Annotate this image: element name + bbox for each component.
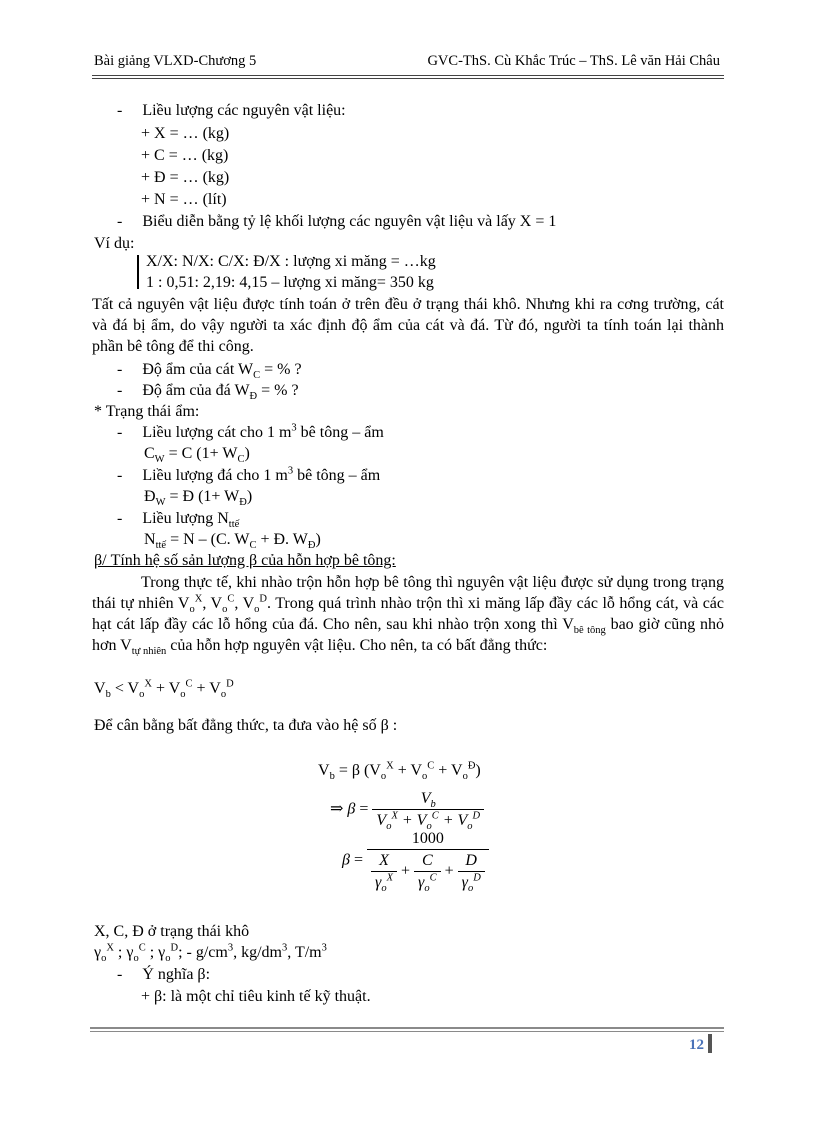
dosage-c: + C = … (kg) bbox=[141, 147, 229, 164]
formula-water: $N_{ttế} = N - (C$. $W_C$ + Đ. $W_Đ$) bbox=[144, 531, 321, 552]
list-item: - Liều lượng đá cho 1 $m^3$ bê tông – ẩm bbox=[117, 465, 381, 484]
wet-heading: * Trạng thái ẩm: bbox=[94, 403, 200, 420]
header-authors: GVC-ThS. Cù Khắc Trúc – ThS. Lê văn Hải Châu bbox=[427, 53, 720, 69]
example-line-1: X/X: N/X: C/X: Đ/X : lượng xi măng = …kg bbox=[146, 253, 436, 270]
balance-text: Để cân bằng bất đẳng thức, ta đưa vào hệ số β : bbox=[94, 717, 398, 734]
list-item: - Độ ẩm của đá $W_Đ$ = % ? bbox=[117, 382, 299, 403]
equation-vb: $V_b = \beta$ $(V_o^X + V_o^C + V_o^Đ)$ bbox=[318, 760, 481, 783]
list-item: - Ý nghĩa β: bbox=[117, 966, 211, 983]
dosage-d: + Đ = … (kg) bbox=[141, 169, 230, 186]
formula-stone-wet: $Đ_W$ = Đ $(1+ W_Đ)$ bbox=[144, 488, 253, 509]
example-bracket bbox=[137, 255, 139, 289]
dosage-x: + X = … (kg) bbox=[141, 125, 230, 142]
units-note: $\gamma_o^X$ ; $\gamma_o^C$ ; $\gamma_o^D$; - $g/cm^3$, $kg/dm^3$, $T/m^3$ bbox=[94, 942, 327, 965]
list-item: - Biểu diễn bằng tỷ lệ khối lượng các nguyên vật liệu và lấy X = 1 bbox=[117, 213, 557, 230]
inequality: $V_b < V_o^X + V_o^C + V_o^D$ bbox=[94, 678, 234, 701]
header-divider bbox=[92, 75, 724, 76]
footer-divider bbox=[90, 1027, 724, 1029]
header-divider bbox=[92, 78, 724, 79]
list-item: - Liều lượng các nguyên vật liệu: bbox=[117, 102, 346, 119]
paragraph: Trong thực tế, khi nhào trộn hỗn hợp bê tông thì nguyên vật liệu được sử dụng trong trạng thái tự nhiên $V_o^X$, $V_o^C$, $V_o^D$. Trong quá trình nhào trộn thì xi măng lấp đầy các lỗ hổng cát, và các hạt cát lấp đầy các lỗ hổng của đá. Cho nên, sau khi nhào trộn xong thì $V_{bê tông}$ bao giờ cũng nhỏ hơn $V_{tự nhiên}$ của hỗn hợp nguyên vật liệu. Cho nên, ta có bất đẳng thức: bbox=[92, 574, 725, 658]
formula-sand-wet: $C_W = C$ $(1+ W_C)$ bbox=[144, 445, 250, 466]
footer-divider bbox=[90, 1031, 724, 1032]
list-item: - Liều lượng cát cho 1 $m^3$ bê tông – ẩm bbox=[117, 422, 384, 441]
header-course-title: Bài giảng VLXD-Chương 5 bbox=[94, 53, 257, 69]
equation-beta-mass: β = 1000 $\frac{X}{\gamma_o^X}$ + $\frac{C}{\gamma_o^C}$ + $\frac{D}{\gamma_o^D}$ bbox=[342, 830, 489, 892]
example-line-2: 1 : 0,51: 2,19: 4,15 – lượng xi măng= 350 kg bbox=[146, 274, 434, 291]
dosage-n: + N = … (lít) bbox=[141, 191, 227, 208]
dry-state-note: X, C, Đ ở trạng thái khô bbox=[94, 923, 250, 940]
example-label: Ví dụ: bbox=[94, 235, 135, 252]
meaning-item: + β: là một chỉ tiêu kinh tế kỹ thuật. bbox=[141, 988, 371, 1005]
page-number: 12 bbox=[689, 1037, 704, 1053]
page-number-bar bbox=[708, 1034, 712, 1053]
list-item: - Liều lượng $N_{ttế}$ bbox=[117, 510, 240, 531]
list-item: - Độ ẩm của cát $W_C$ = % ? bbox=[117, 361, 302, 382]
section-heading-beta: β/ Tính hệ số sản lượng β của hỗn hợp bê tông: bbox=[94, 552, 396, 569]
paragraph: Tất cả nguyên vật liệu được tính toán ở trên đều ở trạng thái khô. Nhưng khi ra cơng trường, cát và đá bị ẩm, do vậy người ta xác định độ ẩm của cát và đá. Từ đó, người ta tính toán lại thành phần bê tông để thi công. bbox=[92, 296, 724, 355]
equation-beta-volume: ⇒ β = $\frac{V_b}{V_o^X + V_o^C + V_o^D}$ bbox=[330, 790, 484, 830]
